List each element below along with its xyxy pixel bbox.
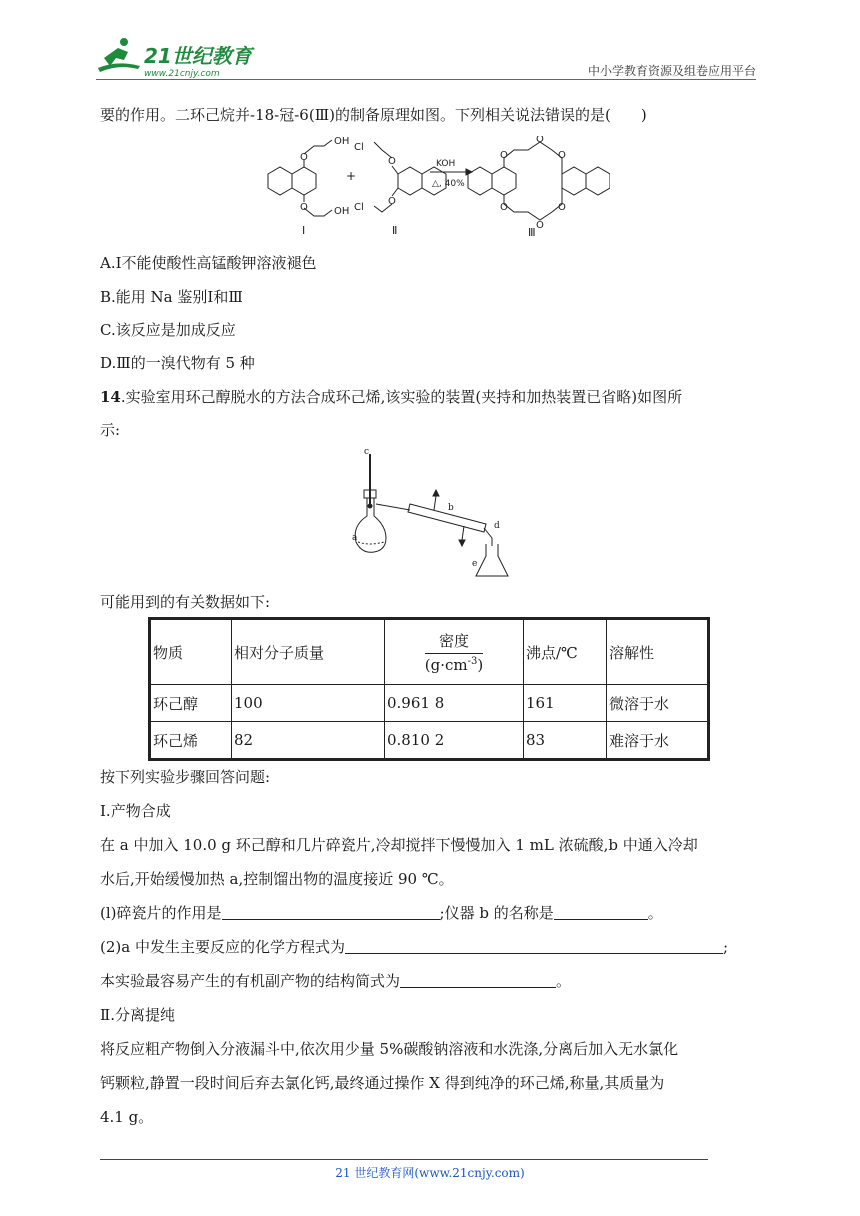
table-header-row	[150, 619, 709, 685]
table-cell: 环己烯	[150, 722, 232, 760]
table-cell: 难溶于水	[607, 722, 709, 760]
site-logo	[94, 36, 264, 78]
svg-text:O: O	[300, 202, 308, 213]
part2-text-line3: 4.1 g。	[100, 1108, 154, 1126]
svg-text:Ⅰ: Ⅰ	[302, 224, 306, 237]
svg-text:O: O	[558, 150, 566, 161]
table-cell: 微溶于水	[607, 685, 709, 722]
footer-divider	[100, 1159, 708, 1160]
table-header-cell: 相对分子质量	[232, 619, 385, 685]
table-row	[150, 685, 709, 722]
svg-text:Ⅲ: Ⅲ	[528, 226, 536, 239]
part2-text-line2: 钙颗粒,静置一段时间后弃去氯化钙,最终通过操作 X 得到纯净的环己烯,称量,其质量为	[100, 1074, 665, 1092]
table-cell: 0.810 2	[385, 722, 524, 760]
q14-stem: 14.实验室用环己醇脱水的方法合成环己烯,该实验的装置(夹持和加热装置已省略)如图所	[100, 388, 683, 406]
properties-table	[148, 617, 710, 761]
svg-text:O: O	[558, 202, 566, 213]
table-cell: 82	[232, 722, 385, 760]
part1-text-line2: 水后,开始缓慢加热 a,控制馏出物的温度接近 90 ℃。	[100, 870, 454, 888]
answer-blank[interactable]	[345, 937, 723, 954]
q13-stem: 要的作用。二环己烷并-18-冠-6(Ⅲ)的制备原理如图。下列相关说法错误的是( )	[100, 106, 647, 124]
sub-question-2-cont: 本实验最容易产生的有机副产物的结构简式为 。	[100, 972, 572, 990]
table-header-cell: 物质	[150, 619, 232, 685]
svg-text:KOH: KOH	[436, 159, 456, 169]
steps-intro: 按下列实验步骤回答问题:	[100, 768, 271, 786]
svg-text:c: c	[364, 447, 370, 457]
svg-text:e: e	[472, 559, 478, 569]
svg-text:O: O	[300, 152, 308, 163]
logo-url: www.21cnjy.com	[144, 69, 220, 78]
svg-text:OH: OH	[334, 206, 350, 217]
svg-text:O: O	[388, 156, 396, 167]
part2-title: Ⅱ.分离提纯	[100, 1006, 175, 1024]
q13-option-c: C.该反应是加成反应	[100, 321, 236, 339]
table-cell: 161	[524, 685, 607, 722]
receiving-flask-icon	[476, 544, 508, 576]
logo-text: 21世纪教育	[144, 44, 252, 68]
sub-question-2: (2)a 中发生主要反应的化学方程式为 ;	[100, 938, 729, 956]
svg-text:Ⅱ: Ⅱ	[392, 224, 398, 237]
svg-text:O: O	[500, 150, 508, 161]
answer-blank[interactable]	[554, 903, 648, 920]
svg-text:△, 40%: △, 40%	[432, 179, 465, 189]
compound-ii	[354, 142, 446, 237]
answer-blank[interactable]	[400, 971, 556, 988]
svg-text:d: d	[494, 521, 500, 531]
reaction-diagram	[258, 136, 610, 244]
svg-text:OH: OH	[334, 136, 350, 147]
table-row	[150, 722, 709, 760]
table-intro: 可能用到的有关数据如下:	[100, 593, 271, 611]
question-number: 14	[100, 388, 121, 406]
table-cell: 环己醇	[150, 685, 232, 722]
runner-icon	[98, 38, 140, 72]
compound-i	[268, 136, 349, 237]
answer-blank[interactable]	[222, 903, 440, 920]
header-tagline: 中小学教育资源及组卷应用平台	[587, 64, 756, 78]
q14-stem-cont: 示:	[100, 421, 121, 439]
svg-text:Cl: Cl	[354, 202, 364, 213]
svg-text:O: O	[500, 202, 508, 213]
svg-text:O: O	[536, 136, 544, 145]
svg-text:O: O	[388, 196, 396, 207]
footer-link[interactable]: 21 世纪教育网(www.21cnjy.com)	[335, 1166, 525, 1180]
q13-option-a: A.Ⅰ不能使酸性高锰酸钾溶液褪色	[100, 254, 317, 272]
part1-text-line1: 在 a 中加入 10.0 g 环己醇和几片碎瓷片,冷却搅拌下慢慢加入 1 mL 浓硫酸,b 中通入冷却	[100, 836, 698, 854]
svg-text:Cl: Cl	[354, 142, 364, 153]
table-header-cell: 沸点/℃	[524, 619, 607, 685]
table-header-cell: $\frac{\text{密度}}{(g\cdot cm^{-3})}$	[385, 619, 524, 685]
table-cell: 83	[524, 722, 607, 760]
svg-text:b: b	[448, 503, 454, 513]
part1-title: Ⅰ.产物合成	[100, 802, 171, 820]
table-header-cell: 溶解性	[607, 619, 709, 685]
table-cell: 100	[232, 685, 385, 722]
sub-question-1: (l)碎瓷片的作用是 ;仪器 b 的名称是 。	[100, 904, 663, 922]
svg-text:a: a	[352, 533, 358, 543]
q13-option-b: B.能用 Na 鉴别Ⅰ和Ⅲ	[100, 288, 243, 306]
svg-text:O: O	[536, 220, 544, 231]
header-divider	[96, 79, 756, 80]
table-cell: 0.961 8	[385, 685, 524, 722]
reaction-arrow	[430, 159, 472, 189]
plus-sign: +	[346, 169, 357, 183]
compound-iii	[468, 136, 610, 239]
q13-option-d: D.Ⅲ的一溴代物有 5 种	[100, 354, 255, 372]
condenser-icon	[408, 504, 486, 532]
part2-text-line1: 将反应粗产物倒入分液漏斗中,依次用少量 5%碳酸钠溶液和水洗涤,分离后加入无水氯化	[100, 1040, 679, 1058]
distillation-apparatus	[346, 446, 516, 584]
